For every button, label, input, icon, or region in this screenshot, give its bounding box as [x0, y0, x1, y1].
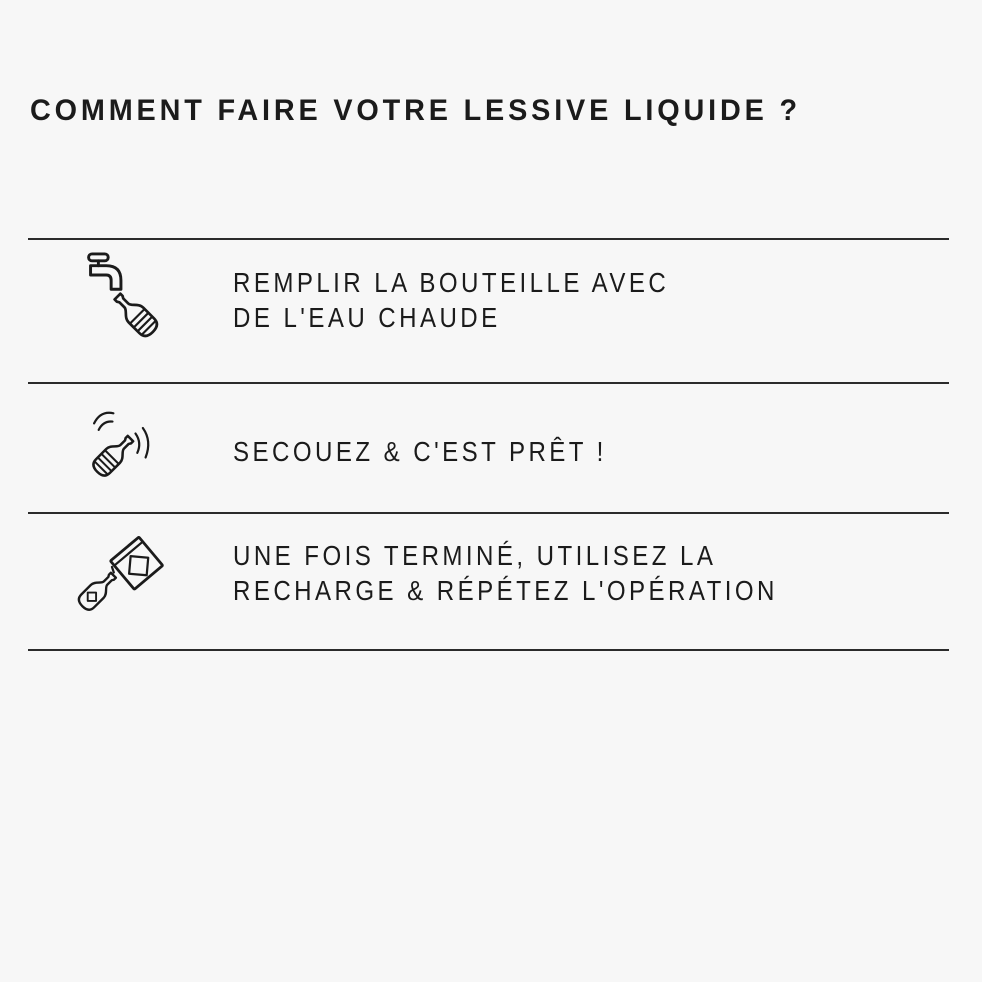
refill-pouch-pouring-icon	[63, 526, 173, 619]
step-text-line: SECOUEZ & C'EST PRÊT !	[233, 435, 607, 467]
step-text-line: RECHARGE & RÉPÉTEZ L'OPÉRATION	[233, 574, 778, 606]
shaking-bottle-icon	[63, 405, 173, 497]
step-fill-bottle	[28, 238, 949, 382]
steps-list	[28, 238, 949, 651]
step-shake-bottle	[28, 382, 949, 512]
faucet-filling-bottle-icon	[63, 251, 173, 349]
step-text	[233, 265, 669, 335]
page-title: COMMENT FAIRE VOTRE LESSIVE LIQUIDE ?	[30, 94, 801, 127]
step-refill-bottle	[28, 512, 949, 649]
step-content	[63, 405, 949, 497]
step-text-line: DE L'EAU CHAUDE	[233, 302, 501, 333]
step-content	[63, 526, 949, 619]
step-text-line: UNE FOIS TERMINÉ, UTILISEZ LA	[233, 539, 717, 571]
step-text-line: REMPLIR LA BOUTEILLE AVEC	[233, 267, 670, 298]
step-text	[233, 434, 607, 469]
step-text	[233, 538, 778, 608]
step-content	[63, 251, 949, 349]
